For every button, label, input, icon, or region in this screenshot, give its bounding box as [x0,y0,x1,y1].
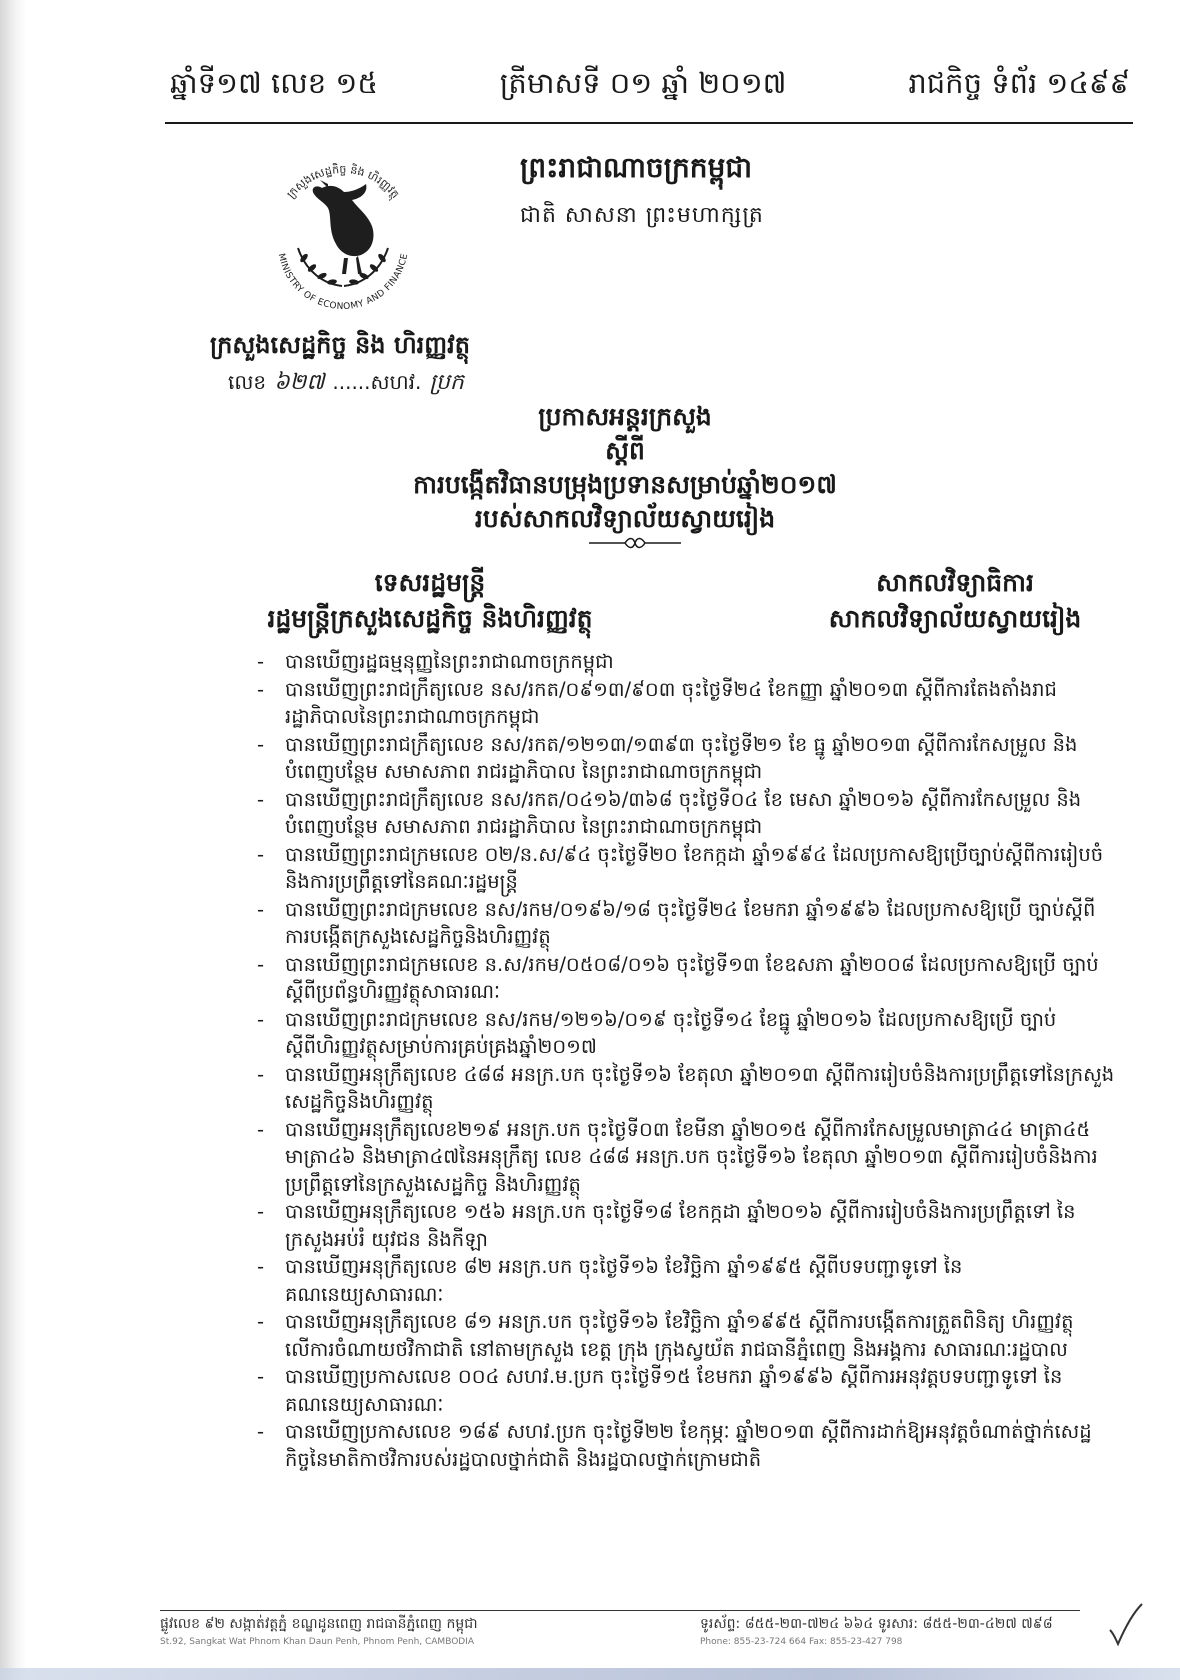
ref-number-handwritten: ៦២៧ [274,370,325,395]
consideration-text: បានឃើញរដ្ឋធម្មនុញ្ញនៃព្រះរាជាណាចក្រកម្ពុជា [285,650,614,673]
consideration-item: - បានឃើញព្រះរាជក្រឹត្យលេខ នស/រកត/១២១៣/១៣៩៣ ចុះថ្ងៃទី២១ ខែ ធ្នូ ឆ្នាំ២០១៣ ស្តីពីការកែសម្រួល និងបំពេញបន្ថែម សមាសភាព រាជរដ្ឋាភិបាល នៃព្រះរាជាណាចក្រកម្ពុជា [257,732,1078,783]
ref-suffix-handwritten: ប្រក [429,370,464,395]
footer-rule [160,1610,1080,1611]
kingdom-heading [520,150,920,233]
gazette-header [170,62,1130,112]
considerations-list [255,648,1115,1473]
kingdom-name: ព្រះរាជាណាចក្រកម្ពុជា [520,151,753,184]
title-ornament-icon [585,533,685,553]
ministry-seal-icon [258,148,428,313]
title-line-1: ប្រកាសអន្តរក្រសួង [538,402,712,431]
consideration-item: - បានឃើញប្រកាសលេខ ១៨៩ សហវ.ប្រក ចុះថ្ងៃទី២២ ខែកុម្ភៈ ឆ្នាំ២០១៣ ស្តីពីការដាក់ឱ្យអនុវត្តចំណាត់ថ្នាក់សេដ្ឋកិច្ចនៃមាតិកាថវិការបស់រដ្ឋបាលថ្នាក់ជាតិ និងរដ្ឋបាលថ្នាក់ក្រោមជាតិ [257,1420,1092,1471]
consideration-item: - បានឃើញព្រះរាជក្រមលេខ ន.ស/រកម/០៥០៨/០១៦ ចុះថ្ងៃទី១៣ ខែឧសភា ឆ្នាំ២០០៨ ដែលប្រកាសឱ្យប្រើ ច្បាប់ស្តីពីប្រព័ន្ធហិរញ្ញវត្ថុសាធារណៈ [257,952,1099,1003]
kingdom-motto: ជាតិ សាសនា ព្រះមហាក្សត្រ [520,203,764,228]
footer-phone-en: Phone: 855-23-724 664 Fax: 855-23-427 798 [700,1637,903,1647]
seal-text-en: MINISTRY OF ECONOMY AND FINANCE [275,252,411,313]
title-line-2: ស្តីពី [605,436,645,465]
footer-address-km: ផ្លូវលេខ ៩២ សង្កាត់វត្តភ្នំ ខណ្ឌដូនពេញ រាជធានីភ្នំពេញ កម្ពុជា [160,1616,478,1632]
header-rule [165,122,1133,124]
consideration-text: បានឃើញព្រះរាជក្រមលេខ ន.ស/រកម/០៥០៨/០១៦ ចុះថ្ងៃទី១៣ ខែឧសភា ឆ្នាំ២០០៨ ដែលប្រកាសឱ្យប្រើ ច្បាប់ស្តីពីប្រព័ន្ធហិរញ្ញវត្ថុសាធារណៈ [285,952,1099,1003]
reference-number [228,368,464,400]
seal-text-km: ក្រសួងសេដ្ឋកិច្ច និង ហិរញ្ញវត្ថុ [284,162,402,201]
consideration-item: - បានឃើញអនុក្រឹត្យលេខ ៨២ អនក្រ.បក ចុះថ្ងៃទី១៦ ខែវិច្ឆិកា ឆ្នាំ១៩៩៥ ស្តីពីបទបញ្ជាទូទៅ នៃគណនេយ្យសាធារណៈ [257,1255,963,1306]
consideration-item: - បានឃើញព្រះរាជក្រមលេខ នស/រកម/០១៩៦/១៨ ចុះថ្ងៃទី២៤ ខែមករា ឆ្នាំ១៩៩៦ ដែលប្រកាសឱ្យប្រើ ច្បាប់ស្តីពីការបង្កើតក្រសួងសេដ្ឋកិច្ចនិងហិរញ្ញវត្ថុ [257,897,1096,948]
consideration-text: បានឃើញព្រះរាជក្រឹត្យលេខ នស/រកត/០៩១៣/៩០៣ ចុះថ្ងៃទី២៤ ខែកញ្ញា ឆ្នាំ២០១៣ ស្តីពីការតែងតាំងរាជរដ្ឋាភិបាលនៃព្រះរាជាណាចក្រកម្ពុជា [285,677,1057,728]
consideration-item: - បានឃើញអនុក្រឹត្យលេខ ៨១ អនក្រ.បក ចុះថ្ងៃទី១៦ ខែវិច្ឆិកា ឆ្នាំ១៩៩៥ ស្តីពីការបង្កើតការត្រួតពិនិត្យ ហិរញ្ញវត្ថុលើការចំណាយថវិកាជាតិ នៅតាមក្រសួង ខេត្ត ក្រុង ក្រុងស្វយ័ត រាជធានីភ្នំពេញ និងអង្គការ សាធារណៈរដ្ឋបាល [257,1310,1074,1361]
consideration-text: បានឃើញអនុក្រឹត្យលេខ២១៩ អនក្រ.បក ចុះថ្ងៃទី០៣ ខែមីនា ឆ្នាំ២០១៥ ស្តីពីការកែសម្រួលមាត្រា៤៤ មាត្រា៤៥ មាត្រា៤៦ និងមាត្រា៤៧នៃអនុក្រឹត្យ លេខ ៤៨៨ អនក្រ.បក ចុះថ្ងៃទី១៦ ខែតុលា ឆ្នាំ២០១៣ ស្តីពីការរៀបចំនិងការប្រព្រឹត្តទៅនៃក្រសួងសេដ្ឋកិច្ច និងហិរញ្ញវត្ថុ [285,1117,1098,1196]
consideration-item: - បានឃើញព្រះរាជក្រឹត្យលេខ នស/រកត/០៩១៣/៩០៣ ចុះថ្ងៃទី២៤ ខែកញ្ញា ឆ្នាំ២០១៣ ស្តីពីការតែងតាំងរាជរដ្ឋាភិបាលនៃព្រះរាជាណាចក្រកម្ពុជា [257,677,1057,728]
addressee-rector-office: សាកលវិទ្យាល័យស្វាយរៀង [828,604,1082,633]
addressee-minister-office: រដ្ឋមន្ត្រីក្រសួងសេដ្ឋកិច្ច និងហិរញ្ញវត្ថុ [267,604,593,633]
consideration-text: បានឃើញប្រកាសលេខ ១៨៩ សហវ.ប្រក ចុះថ្ងៃទី២២ ខែកុម្ភៈ ឆ្នាំ២០១៣ ស្តីពីការដាក់ឱ្យអនុវត្តចំណាត់ថ្នាក់សេដ្ឋកិច្ចនៃមាតិកាថវិការបស់រដ្ឋបាលថ្នាក់ជាតិ និងរដ្ឋបាលថ្នាក់ក្រោមជាតិ [285,1420,1092,1471]
ref-middle: ......សហវ. [332,370,422,394]
ministry-name: ក្រសួងសេដ្ឋកិច្ច និង ហិរញ្ញវត្ថុ [210,331,470,359]
scan-left-edge [0,0,26,1680]
footer-address [160,1614,478,1647]
addressee-rector-title: សាកលវិទ្យាធិការ [876,568,1034,597]
consideration-text: បានឃើញអនុក្រឹត្យលេខ ៨២ អនក្រ.បក ចុះថ្ងៃទី១៦ ខែវិច្ឆិកា ឆ្នាំ១៩៩៥ ស្តីពីបទបញ្ជាទូទៅ នៃគណនេយ្យសាធារណៈ [285,1255,963,1306]
consideration-text: បានឃើញព្រះរាជក្រមលេខ នស/រកម/០១៩៦/១៨ ចុះថ្ងៃទី២៤ ខែមករា ឆ្នាំ១៩៩៦ ដែលប្រកាសឱ្យប្រើ ច្បាប់ស្តីពីការបង្កើតក្រសួងសេដ្ឋកិច្ចនិងហិរញ្ញវត្ថុ [285,897,1096,948]
consideration-text: បានឃើញព្រះរាជក្រមលេខ នស/រកម/១២១៦/០១៩ ចុះថ្ងៃទី១៤ ខែធ្នូ ឆ្នាំ២០១៦ ដែលប្រកាសឱ្យប្រើ ច្បាប់ស្តីពីហិរញ្ញវត្ថុសម្រាប់ការគ្រប់គ្រងឆ្នាំ២០១៧ [285,1007,1057,1058]
consideration-item: - បានឃើញប្រកាសលេខ ០០៤ សហវ.ម.ប្រក ចុះថ្ងៃទី១៥ ខែមករា ឆ្នាំ១៩៩៦ ស្តីពីការអនុវត្តបទបញ្ជាទូទៅ នៃគណនេយ្យសាធារណៈ [257,1365,1063,1416]
consideration-text: បានឃើញព្រះរាជក្រមលេខ ០២/ន.ស/៩៤ ចុះថ្ងៃទី២០ ខែកក្កដា ឆ្នាំ១៩៩៤ ដែលប្រកាសឱ្យប្រើច្បាប់ស្តីពីការរៀបចំ និងការប្រព្រឹត្តទៅនៃគណៈរដ្ឋមន្ត្រី [285,842,1104,893]
consideration-item: - បានឃើញអនុក្រឹត្យលេខ ៤៨៨ អនក្រ.បក ចុះថ្ងៃទី១៦ ខែតុលា ឆ្នាំ២០១៣ ស្តីពីការរៀបចំនិងការប្រព្រឹត្តទៅនៃក្រសួងសេដ្ឋកិច្ចនិងហិរញ្ញវត្ថុ [257,1062,1115,1113]
addressee-minister [230,565,630,637]
addressee-minister-title: ទេសរដ្ឋមន្ត្រី [374,568,486,597]
consideration-item: - បានឃើញអនុក្រឹត្យលេខ២១៩ អនក្រ.បក ចុះថ្ងៃទី០៣ ខែមីនា ឆ្នាំ២០១៥ ស្តីពីការកែសម្រួលមាត្រា៤៤ មាត្រា៤៥ មាត្រា៤៦ និងមាត្រា៤៧នៃអនុក្រឹត្យ លេខ ៤៨៨ អនក្រ.បក ចុះថ្ងៃទី១៦ ខែតុលា ឆ្នាំ២០១៣ ស្តីពីការរៀបចំនិងការប្រព្រឹត្តទៅនៃក្រសួងសេដ្ឋកិច្ច និងហិរញ្ញវត្ថុ [257,1117,1098,1196]
consideration-text: បានឃើញប្រកាសលេខ ០០៤ សហវ.ម.ប្រក ចុះថ្ងៃទី១៥ ខែមករា ឆ្នាំ១៩៩៦ ស្តីពីការអនុវត្តបទបញ្ជាទូទៅ នៃគណនេយ្យសាធារណៈ [285,1365,1063,1416]
consideration-item: - បានឃើញព្រះរាជក្រមលេខ ០២/ន.ស/៩៤ ចុះថ្ងៃទី២០ ខែកក្កដា ឆ្នាំ១៩៩៤ ដែលប្រកាសឱ្យប្រើច្បាប់ស្តីពីការរៀបចំ និងការប្រព្រឹត្តទៅនៃគណៈរដ្ឋមន្ត្រី [257,842,1104,893]
consideration-item: - បានឃើញព្រះរាជក្រឹត្យលេខ នស/រកត/០៤១៦/៣៦៨ ចុះថ្ងៃទី០៤ ខែ មេសា ឆ្នាំ២០១៦ ស្តីពីការកែសម្រួល និងបំពេញបន្ថែម សមាសភាព រាជរដ្ឋាភិបាល នៃព្រះរាជាណាចក្រកម្ពុជា [257,787,1082,838]
proclamation-title [300,400,950,536]
handwritten-check-icon [1106,1600,1146,1648]
title-line-4: របស់សាកលវិទ្យាល័យស្វាយរៀង [474,504,776,533]
footer-contact [700,1614,1053,1647]
consideration-text: បានឃើញអនុក្រឹត្យលេខ ១៥៦ អនក្រ.បក ចុះថ្ងៃទី១៨ ខែកក្កដា ឆ្នាំ២០១៦ ស្តីពីការរៀបចំនិងការប្រព្រឹត្តទៅ នៃក្រសួងអប់រំ យុវជន និងកីឡា [285,1200,1076,1251]
ref-prefix: លេខ [228,370,267,394]
header-year-issue: ឆ្នាំទី១៧ លេខ ១៥ [170,66,378,100]
consideration-item: - បានឃើញអនុក្រឹត្យលេខ ១៥៦ អនក្រ.បក ចុះថ្ងៃទី១៨ ខែកក្កដា ឆ្នាំ២០១៦ ស្តីពីការរៀបចំនិងការប្រព្រឹត្តទៅ នៃក្រសួងអប់រំ យុវជន និងកីឡា [257,1200,1076,1251]
addressee-rector [820,565,1090,637]
consideration-text: បានឃើញអនុក្រឹត្យលេខ ៤៨៨ អនក្រ.បក ចុះថ្ងៃទី១៦ ខែតុលា ឆ្នាំ២០១៣ ស្តីពីការរៀបចំនិងការប្រព្រឹត្តទៅនៃក្រសួងសេដ្ឋកិច្ចនិងហិរញ្ញវត្ថុ [285,1062,1115,1113]
footer-phone-km: ទូរស័ព្ទ: ៨៥៥-២៣-៧២៤ ៦៦៤ ទូរសារ: ៨៥៥-២៣-៤២៧ ៧៩៨ [700,1616,1053,1632]
consideration-item: - បានឃើញរដ្ឋធម្មនុញ្ញនៃព្រះរាជាណាចក្រកម្ពុជា [257,650,614,673]
header-page: រាជកិច្ច ទំព័រ ១៤៩៩ [908,66,1130,100]
consideration-text: បានឃើញព្រះរាជក្រឹត្យលេខ នស/រកត/០៤១៦/៣៦៨ ចុះថ្ងៃទី០៤ ខែ មេសា ឆ្នាំ២០១៦ ស្តីពីការកែសម្រួល និងបំពេញបន្ថែម សមាសភាព រាជរដ្ឋាភិបាល នៃព្រះរាជាណាចក្រកម្ពុជា [285,787,1082,838]
scan-bottom-band [0,1668,1180,1680]
footer-address-en: St.92, Sangkat Wat Phnom Khan Daun Penh, Phnom Penh, CAMBODIA [160,1637,475,1647]
consideration-text: បានឃើញព្រះរាជក្រឹត្យលេខ នស/រកត/១២១៣/១៣៩៣ ចុះថ្ងៃទី២១ ខែ ធ្នូ ឆ្នាំ២០១៣ ស្តីពីការកែសម្រួល និងបំពេញបន្ថែម សមាសភាព រាជរដ្ឋាភិបាល នៃព្រះរាជាណាចក្រកម្ពុជា [285,732,1078,783]
title-line-3: ការបង្កើតវិធានបម្រុងប្រទានសម្រាប់ឆ្នាំ២០១៧ [413,470,837,499]
consideration-item: - បានឃើញព្រះរាជក្រមលេខ នស/រកម/១២១៦/០១៩ ចុះថ្ងៃទី១៤ ខែធ្នូ ឆ្នាំ២០១៦ ដែលប្រកាសឱ្យប្រើ ច្បាប់ស្តីពីហិរញ្ញវត្ថុសម្រាប់ការគ្រប់គ្រងឆ្នាំ២០១៧ [257,1007,1057,1058]
header-date: ត្រីមាសទី ០១ ឆ្នាំ ២០១៧ [499,66,787,100]
svg-text:MINISTRY OF ECONOMY AND FINANC [276,252,411,312]
consideration-text: បានឃើញអនុក្រឹត្យលេខ ៨១ អនក្រ.បក ចុះថ្ងៃទី១៦ ខែវិច្ឆិកា ឆ្នាំ១៩៩៥ ស្តីពីការបង្កើតការត្រួតពិនិត្យ ហិរញ្ញវត្ថុលើការចំណាយថវិកាជាតិ នៅតាមក្រសួង ខេត្ត ក្រុង ក្រុងស្វយ័ត រាជធានីភ្នំពេញ និងអង្គការ សាធារណៈរដ្ឋបាល [285,1310,1074,1361]
